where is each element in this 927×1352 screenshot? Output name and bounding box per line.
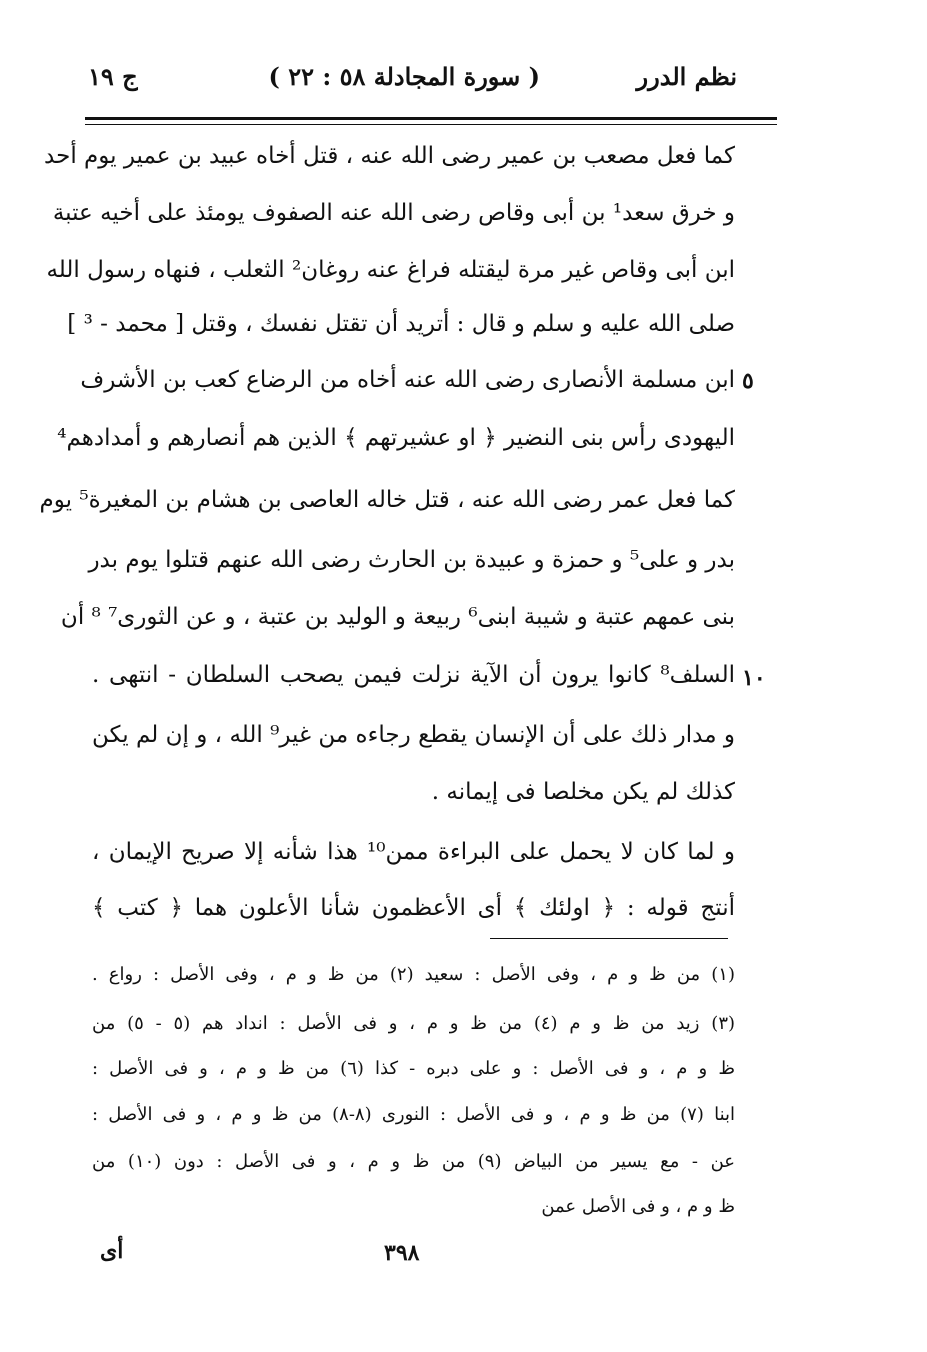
body-line: بدر و على⁵ و حمزة و عبيدة بن الحارث رضى الله عنهم قتلوا يوم بدر (88, 547, 735, 573)
body-line: ابن مسلمة الأنصارى رضى الله عنه أخاه من الرضاع كعب بن الأشرف (80, 367, 735, 393)
body-line: كما فعل عمر رضى الله عنه ، قتل خاله العاصى بن هشام بن المغيرة⁵ يوم (39, 487, 735, 513)
body-line: ابن أبى وقاص غير مرة ليقتله فراغ عنه روغان² الثعلب ، فنهاه رسول الله (46, 257, 735, 283)
line-number-10: ١٠ (742, 665, 766, 691)
body-line: كما فعل مصعب بن عمير رضى الله عنه ، قتل أخاه عبيد بن عمير يوم أحد (44, 143, 735, 169)
volume-number: ج ١٩ (88, 62, 138, 91)
body-line: السلف⁸ كانوا يرون أن الآية نزلت فيمن يصحب السلطان - انتهى . (92, 662, 735, 688)
body-line: و مدار ذلك على أن الإنسان يقطع رجاءه من غير⁹ الله ، و إن لم يكن (92, 722, 735, 748)
header-rule-thin (85, 124, 777, 125)
body-line: كذلك لم يكن مخلصا فى إيمانه . (431, 779, 735, 805)
footnote-separator (490, 938, 728, 939)
line-number-5: ٥ (742, 368, 754, 394)
footnote-line: ظ و م ، و فى الأصل : و على دبره - كذا (٦) من ظ و م ، و فى الأصل : (92, 1058, 735, 1079)
header-rule-thick (85, 117, 777, 120)
body-line: و لما كان لا يحمل على البراءة ممن¹⁰ هذا شأنه إلا صريح الإيمان ، (92, 839, 735, 865)
catchword: أى (100, 1238, 124, 1264)
body-line: أنتج قوله : ﴿ اولئك ﴾ أى الأعظمون شأنا الأعلون هما ﴿ كتب ﴾ (92, 895, 735, 921)
body-line: صلى الله عليه و سلم و قال : أتريد أن تقتل نفسك ، وقتل [ محمد - ³ ] (67, 311, 735, 337)
footnote-line: (١) من ظ و م ، وفى الأصل : سعيد (٢) من ظ و م ، وفى الأصل : رواع . (92, 964, 735, 985)
body-line: بنى عمهم عتبة و شيبة ابنى⁶ ربيعة و الوليد بن عتبة ، و عن الثورى⁷ ⁸ أن (60, 604, 735, 630)
body-line: و خرق سعد¹ بن أبى وقاص رضى الله عنه الصفوف يومئذ على أخيه عتبة (52, 200, 735, 226)
footnote-line: ابنا (٧) من ظ و م ، و فى الأصل : النورى (٨-٨) من ظ و م ، و فى الأصل : (92, 1104, 736, 1125)
running-title: نظم الدرر (636, 62, 737, 91)
footnote-line: عن - مع يسير من البياض (٩) من ظ و م ، و فى الأصل : دون (١٠) من (92, 1151, 736, 1172)
footnote-line: ظ و م ، و فى الأصل عمن (541, 1196, 735, 1217)
footnote-line: (٣) زيد من ظ و م (٤) من ظ و م ، و فى الأصل : انداد هم (٥ - ٥) من (92, 1013, 736, 1034)
body-line: اليهودى رأس بنى النضير ﴿ او عشيرتهم ﴾ الذين هم أنصارهم و أمدادهم⁴ (57, 425, 735, 451)
surah-reference: ( سورة المجادلة ٥٨ : ٢٢ ) (268, 62, 540, 91)
page-number: ٣٩٨ (384, 1240, 420, 1266)
